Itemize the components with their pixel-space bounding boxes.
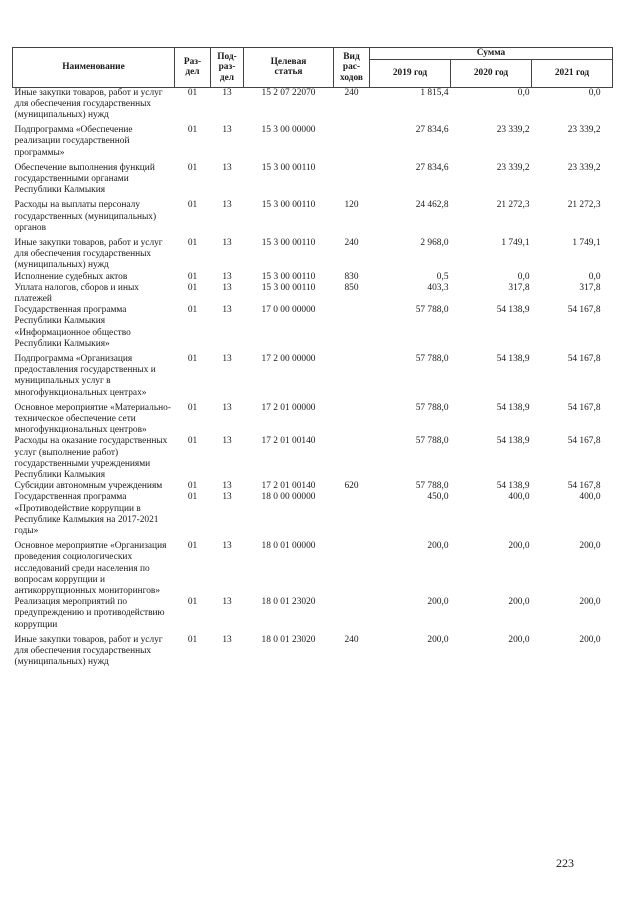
cell-subsection: 13 — [222, 634, 232, 645]
cell-target: 15 3 00 00110 — [261, 200, 316, 211]
cell-name: Подпрограмма «Обеспечение реализации государственной программы» — [14, 125, 133, 158]
table-row — [13, 403, 613, 437]
cell-target: 15 3 00 00110 — [261, 162, 316, 173]
cell-2021: 1 749,1 — [572, 237, 601, 248]
cell-2019: 27 834,6 — [415, 162, 449, 173]
cell-2019: 200,0 — [427, 597, 449, 608]
cell-2020: 21 272,3 — [496, 200, 530, 211]
cell-2021: 0,0 — [588, 271, 601, 282]
table-row — [13, 238, 613, 272]
cell-name: Исполнение судебных актов — [14, 271, 128, 282]
cell-2021: 23 339,2 — [567, 162, 601, 173]
cell-name: Обеспечение выполнения функций государственными органами Республики Калмыкия — [14, 162, 155, 196]
cell-expense-type: 240 — [344, 237, 359, 248]
cell-2019: 403,3 — [427, 282, 449, 293]
cell-2020: 200,0 — [508, 597, 530, 608]
cell-name: Реализация мероприятий по предупреждению и противодействию коррупции — [14, 597, 165, 630]
table-row — [13, 436, 613, 481]
cell-expense-type: 240 — [344, 87, 359, 98]
cell-section: 01 — [187, 436, 198, 447]
cell-target: 15 2 07 22070 — [261, 87, 316, 98]
cell-subsection: 13 — [222, 481, 232, 492]
cell-subsection: 13 — [222, 282, 232, 293]
cell-target: 15 3 00 00000 — [261, 125, 316, 136]
table-row — [13, 125, 613, 159]
cell-subsection: 13 — [222, 353, 232, 364]
cell-name: Расходы на оказание государственных услуг (выполнение работ) государственными учреждениями Республики Калмыкия — [14, 436, 168, 480]
cell-2019: 57 788,0 — [415, 305, 449, 316]
cell-expense-type — [334, 492, 370, 537]
table-row — [13, 87, 613, 121]
cell-name: Основное мероприятие «Материально-техническое обеспечение сети многофункциональных центров» — [14, 402, 171, 436]
cell-2019: 57 788,0 — [415, 402, 449, 413]
cell-name: Основное мероприятие «Организация проведения социологических исследований среди населения по вопросам коррупции и антикоррупционных мониторингов» — [14, 541, 167, 597]
cell-expense-type — [334, 125, 370, 159]
cell-name: Государственная программа «Противодействие коррупции в Республике Калмыкия на 2017-2021 годы» — [14, 492, 159, 537]
cell-name: Иные закупки товаров, работ и услуг для обеспечения государственных (муниципальных) нужд — [14, 634, 163, 668]
cell-subsection: 13 — [222, 237, 232, 248]
cell-section: 01 — [187, 597, 198, 608]
cell-subsection: 13 — [222, 305, 232, 316]
cell-name: Государственная программа Республики Калмыкия «Информационное общество Республики Калмыкия» — [14, 305, 131, 349]
table-row — [13, 635, 613, 669]
cell-subsection: 13 — [222, 402, 232, 413]
table-row — [13, 163, 613, 197]
cell-subsection: 13 — [222, 87, 232, 98]
cell-2021: 0,0 — [588, 87, 601, 98]
cell-name: Уплата налогов, сборов и иных платежей — [14, 282, 139, 304]
table-row — [13, 597, 613, 631]
cell-2020: 23 339,2 — [496, 125, 530, 136]
cell-expense-type: 120 — [344, 200, 359, 211]
cell-2020: 0,0 — [517, 271, 530, 282]
cell-target: 18 0 01 23020 — [261, 634, 316, 645]
cell-section: 01 — [187, 541, 198, 552]
cell-expense-type: 830 — [344, 271, 359, 282]
cell-2020: 54 138,9 — [496, 436, 530, 447]
cell-2019: 200,0 — [427, 634, 449, 645]
cell-name: Подпрограмма «Организация предоставления государственных и муниципальных услуг в многофункциональных центрах» — [14, 353, 156, 398]
cell-subsection: 13 — [222, 492, 232, 503]
cell-section: 01 — [187, 481, 198, 492]
cell-2019: 450,0 — [427, 492, 449, 503]
cell-2019: 1 815,4 — [420, 87, 449, 98]
cell-subsection: 13 — [222, 271, 232, 282]
header-subsection: Под- раз- дел — [211, 48, 244, 88]
cell-2021: 54 167,8 — [567, 353, 601, 364]
table-body — [13, 87, 613, 668]
table-row — [13, 481, 613, 492]
cell-2020: 54 138,9 — [496, 353, 530, 364]
cell-expense-type — [334, 163, 370, 197]
cell-target: 17 2 01 00140 — [261, 481, 316, 492]
cell-section: 01 — [187, 305, 198, 316]
cell-2020: 0,0 — [517, 87, 530, 98]
cell-2019: 200,0 — [427, 541, 449, 552]
cell-2019: 2 968,0 — [420, 237, 449, 248]
header-sum: Сумма — [370, 48, 613, 60]
cell-2021: 317,8 — [579, 282, 601, 293]
cell-2021: 400,0 — [579, 492, 601, 503]
header-target: Целевая статья — [244, 48, 334, 88]
cell-target: 17 2 01 00140 — [261, 436, 316, 447]
table-row — [13, 541, 613, 597]
cell-2019: 24 462,8 — [415, 200, 449, 211]
cell-expense-type — [334, 541, 370, 597]
cell-expense-type — [334, 354, 370, 399]
cell-subsection: 13 — [222, 162, 232, 173]
cell-2019: 57 788,0 — [415, 481, 449, 492]
cell-target: 18 0 01 23020 — [261, 597, 316, 608]
cell-subsection: 13 — [222, 125, 232, 136]
cell-section: 01 — [187, 162, 198, 173]
cell-target: 17 0 00 00000 — [261, 305, 316, 316]
cell-expense-type: 240 — [344, 634, 359, 645]
cell-target: 15 3 00 00110 — [261, 282, 316, 293]
cell-2020: 54 138,9 — [496, 481, 530, 492]
cell-2019: 0,5 — [436, 271, 449, 282]
cell-section: 01 — [187, 353, 198, 364]
cell-2021: 21 272,3 — [567, 200, 601, 211]
budget-table — [12, 47, 613, 668]
table-row — [13, 283, 613, 305]
cell-target: 18 0 01 00000 — [261, 541, 316, 552]
cell-2021: 200,0 — [579, 541, 601, 552]
table-row — [13, 492, 613, 537]
cell-target: 18 0 00 00000 — [261, 492, 316, 503]
cell-expense-type: 620 — [344, 481, 359, 492]
cell-expense-type — [334, 305, 370, 350]
cell-expense-type — [334, 436, 370, 481]
cell-2021: 54 167,8 — [567, 481, 601, 492]
cell-section: 01 — [187, 492, 198, 503]
cell-2021: 54 167,8 — [567, 402, 601, 413]
cell-target: 17 2 01 00000 — [261, 402, 316, 413]
cell-section: 01 — [187, 237, 198, 248]
cell-2021: 54 167,8 — [567, 305, 601, 316]
cell-2020: 1 749,1 — [501, 237, 530, 248]
table-row — [13, 200, 613, 234]
cell-2021: 200,0 — [579, 634, 601, 645]
cell-section: 01 — [187, 282, 198, 293]
cell-expense-type — [334, 597, 370, 631]
cell-expense-type: 850 — [344, 282, 359, 293]
cell-section: 01 — [187, 200, 198, 211]
cell-2020: 54 138,9 — [496, 402, 530, 413]
cell-expense-type — [334, 403, 370, 437]
cell-section: 01 — [187, 402, 198, 413]
cell-subsection: 13 — [222, 597, 232, 608]
table-row — [13, 272, 613, 283]
table-header — [13, 48, 613, 88]
cell-2019: 27 834,6 — [415, 125, 449, 136]
cell-2021: 23 339,2 — [567, 125, 601, 136]
cell-section: 01 — [187, 634, 198, 645]
cell-2019: 57 788,0 — [415, 353, 449, 364]
header-section: Раз- дел — [175, 48, 211, 88]
cell-2019: 57 788,0 — [415, 436, 449, 447]
table-row — [13, 305, 613, 350]
cell-target: 17 2 00 00000 — [261, 353, 316, 364]
cell-section: 01 — [187, 87, 198, 98]
header-year-2021: 2021 год — [532, 59, 613, 87]
cell-2020: 317,8 — [508, 282, 530, 293]
page-number: 223 — [556, 856, 574, 870]
cell-name: Субсидии автономным учреждениям — [14, 481, 163, 492]
header-year-2020: 2020 год — [451, 59, 532, 87]
cell-name: Иные закупки товаров, работ и услуг для обеспечения государственных (муниципальных) нужд — [14, 87, 163, 120]
cell-subsection: 13 — [222, 436, 232, 447]
cell-subsection: 13 — [222, 200, 232, 211]
cell-target: 15 3 00 00110 — [261, 271, 316, 282]
header-year-2019: 2019 год — [370, 59, 451, 87]
table-row — [13, 354, 613, 399]
cell-name: Расходы на выплаты персоналу государственных (муниципальных) органов — [14, 200, 157, 233]
cell-2020: 200,0 — [508, 541, 530, 552]
cell-section: 01 — [187, 271, 198, 282]
cell-target: 15 3 00 00110 — [261, 237, 316, 248]
cell-section: 01 — [187, 125, 198, 136]
header-name: Наименование — [13, 48, 175, 88]
header-expense-type: Вид рас- ходов — [334, 48, 370, 88]
cell-2020: 400,0 — [508, 492, 530, 503]
cell-name: Иные закупки товаров, работ и услуг для обеспечения государственных (муниципальных) нужд — [14, 237, 163, 271]
cell-2021: 200,0 — [579, 597, 601, 608]
cell-2020: 23 339,2 — [496, 162, 530, 173]
cell-2020: 200,0 — [508, 634, 530, 645]
cell-subsection: 13 — [222, 541, 232, 552]
cell-2021: 54 167,8 — [567, 436, 601, 447]
cell-2020: 54 138,9 — [496, 305, 530, 316]
